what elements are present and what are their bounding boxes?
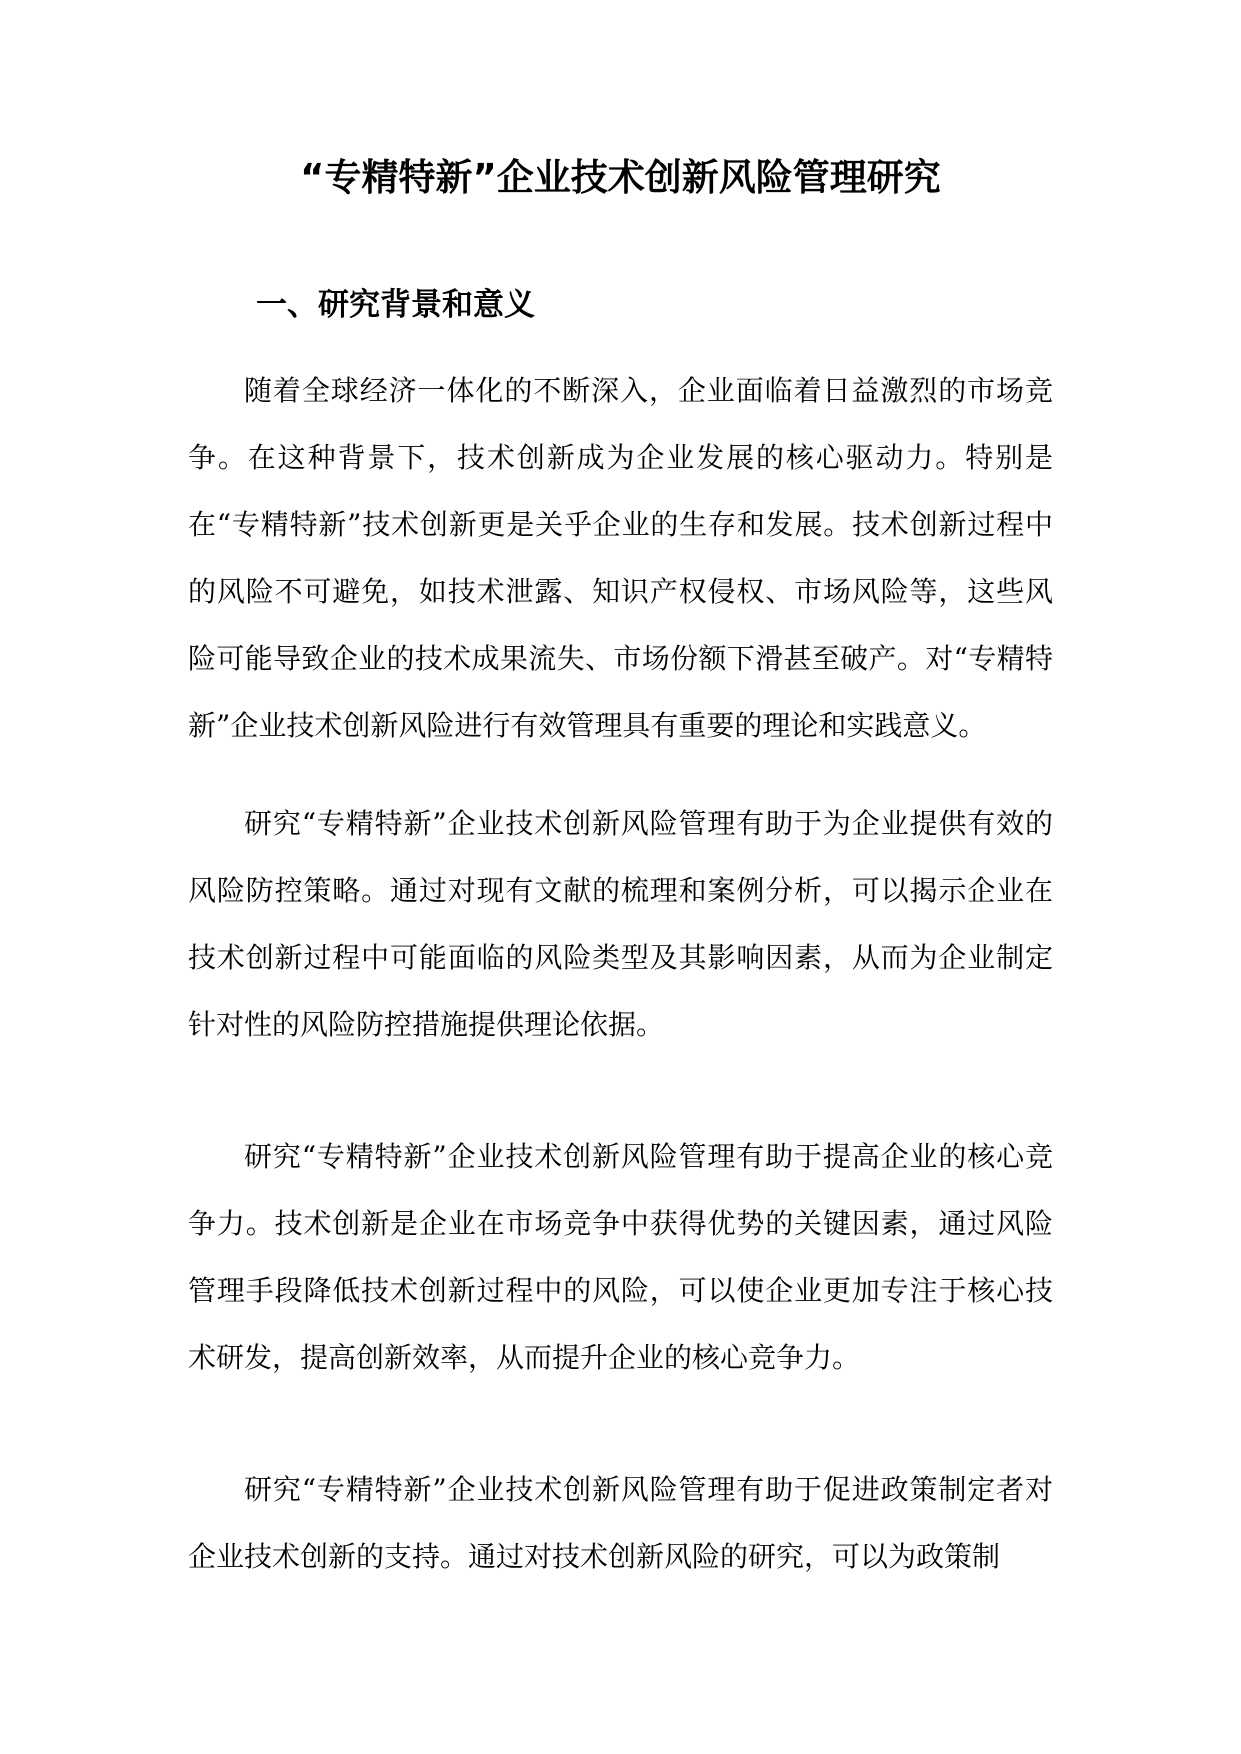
paragraph-core-competitiveness: 研究“专精特新”企业技术创新风险管理有助于提高企业的核心竞争力。技术创新是企业在市场竞争中获得优势的关键因素，通过风险管理手段降低技术创新过程中的风险，可以使企业更加专注于核心技术研发，提高创新效率，从而提升企业的核心竞争力。: [188, 1140, 1053, 1374]
section-heading: 一、研究背景和意义: [256, 287, 535, 323]
paragraph-risk-strategy: 研究“专精特新”企业技术创新风险管理有助于为企业提供有效的风险防控策略。通过对现有文献的梳理和案例分析，可以揭示企业在技术创新过程中可能面临的风险类型及其影响因素，从而为企业制定针对性的风险防控措施提供理论依据。: [188, 807, 1053, 1041]
paragraph-policy-support: 研究“专精特新”企业技术创新风险管理有助于促进政策制定者对企业技术创新的支持。通过对技术创新风险的研究，可以为政策制: [188, 1473, 1053, 1573]
document-title: “专精特新”企业技术创新风险管理研究: [300, 156, 941, 199]
paragraph-background: 随着全球经济一体化的不断深入，企业面临着日益激烈的市场竞争。在这种背景下，技术创新成为企业发展的核心驱动力。特别是在“专精特新”技术创新更是关乎企业的生存和发展。技术创新过程中的风险不可避免，如技术泄露、知识产权侵权、市场风险等，这些风险可能导致企业的技术成果流失、市场份额下滑甚至破产。对“专精特新”企业技术创新风险进行有效管理具有重要的理论和实践意义。: [188, 374, 1053, 742]
